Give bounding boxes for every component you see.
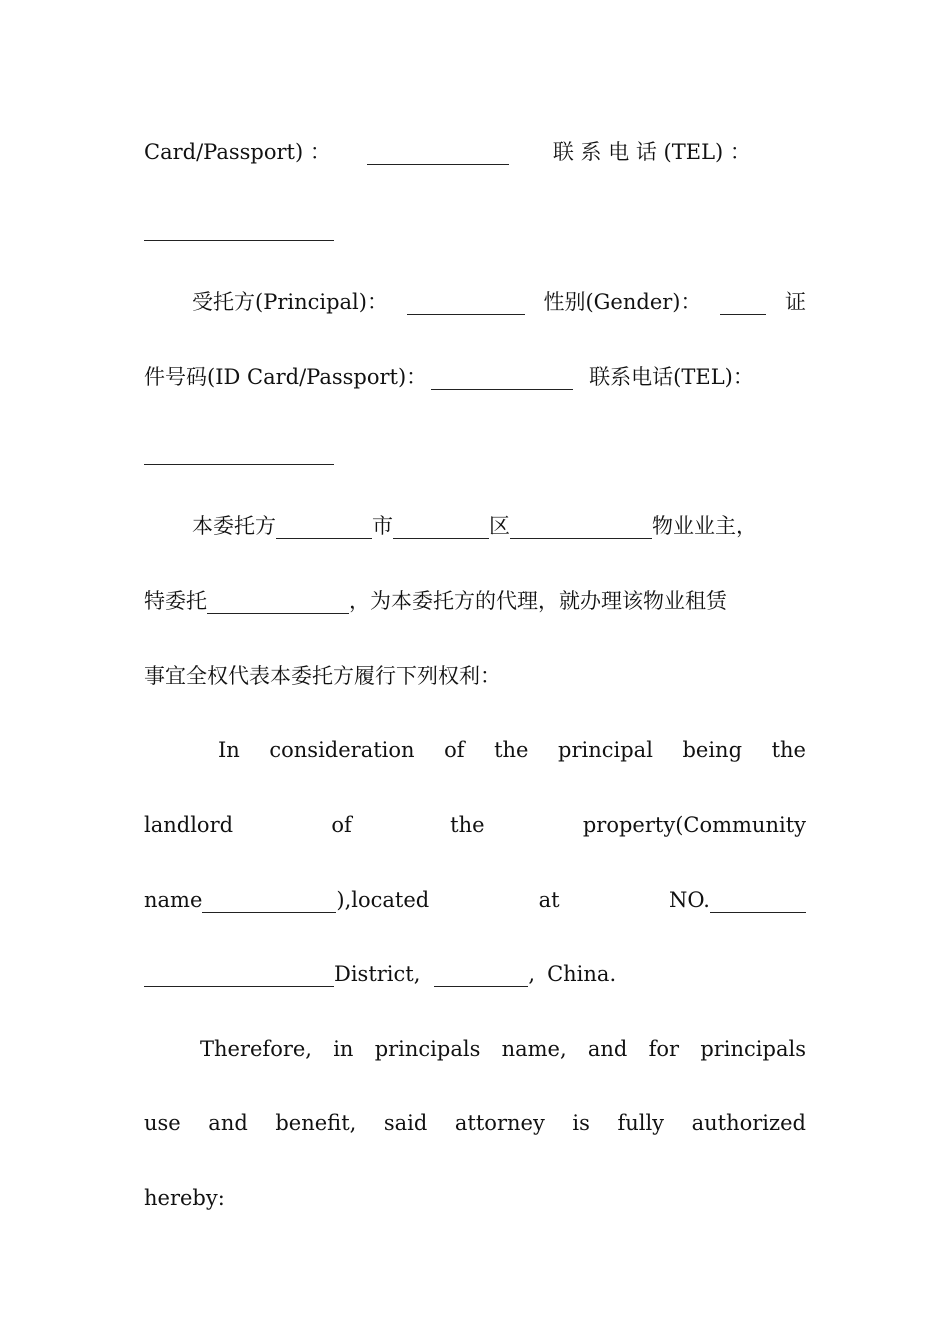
principal-label: 受托方(Principal)： xyxy=(192,290,388,314)
at-label: at xyxy=(538,888,560,912)
district-en-label: District, xyxy=(334,962,421,986)
no-label: NO. xyxy=(668,888,710,912)
line-landlord xyxy=(144,805,806,845)
community-name-blank[interactable] xyxy=(202,888,336,913)
community-name-group xyxy=(144,880,429,920)
line-consideration xyxy=(144,730,806,770)
word: consideration xyxy=(269,738,415,762)
no-blank[interactable] xyxy=(710,888,806,913)
principal-blank[interactable] xyxy=(407,290,525,315)
word: In xyxy=(218,738,240,762)
name-label: name xyxy=(144,888,203,912)
id-number-label: 件号码(ID Card/Passport)： xyxy=(144,365,428,389)
comma: , xyxy=(528,962,536,986)
line-id-card-tel xyxy=(144,132,806,172)
city-blank[interactable] xyxy=(276,514,372,539)
word: and xyxy=(208,1111,248,1135)
word: of xyxy=(444,738,465,762)
word: is xyxy=(572,1111,590,1135)
word: Therefore, xyxy=(200,1037,312,1061)
line-use-benefit xyxy=(144,1103,806,1143)
word: principal xyxy=(558,738,653,762)
owner-suffix: 物业业主， xyxy=(652,514,757,538)
word: principals xyxy=(374,1037,481,1061)
word: authorized xyxy=(691,1111,806,1135)
line-community-name xyxy=(144,880,806,920)
word: name, xyxy=(501,1037,567,1061)
id-card-blank[interactable] xyxy=(367,140,509,165)
word: being xyxy=(682,738,743,762)
entrust-suffix: ，为本委托方的代理，就办理该物业租赁 xyxy=(349,589,727,613)
word: use xyxy=(144,1111,181,1135)
word: property(Community xyxy=(582,813,806,837)
district-label: 区 xyxy=(489,514,510,538)
line-rights xyxy=(144,656,806,696)
word: landlord xyxy=(144,813,234,837)
tel-blank[interactable] xyxy=(144,216,334,241)
tel-label-2: 联系电话(TEL)： xyxy=(589,365,754,389)
tel-label: 联 系 电 话 (TEL) ： xyxy=(552,140,751,164)
id-card-label: Card/Passport) ： xyxy=(144,140,331,164)
line-therefore xyxy=(144,1029,806,1069)
gender-blank[interactable] xyxy=(720,290,766,315)
hereby-text: hereby: xyxy=(144,1186,225,1210)
tel-blank-2[interactable] xyxy=(144,440,334,465)
line-tel-blank-2 xyxy=(144,432,806,472)
word: and xyxy=(587,1037,628,1061)
word: attorney xyxy=(454,1111,545,1135)
owner-prefix: 本委托方 xyxy=(192,514,276,538)
word: the xyxy=(494,738,529,762)
china-label: China. xyxy=(547,962,617,986)
gender-label: 性别(Gender)： xyxy=(543,290,702,314)
line-district-china xyxy=(144,954,806,994)
line-principal xyxy=(144,282,806,322)
no-group xyxy=(669,880,806,920)
word: principals xyxy=(700,1037,806,1061)
rights-text: 事宜全权代表本委托方履行下列权利： xyxy=(144,664,501,688)
word: fully xyxy=(617,1111,665,1135)
word: in xyxy=(333,1037,354,1061)
district-blank[interactable] xyxy=(393,514,489,539)
city-label: 市 xyxy=(372,514,393,538)
line-entrust xyxy=(144,581,806,621)
located-label: ),located xyxy=(336,888,430,912)
address-blank[interactable] xyxy=(144,962,334,987)
property-blank[interactable] xyxy=(510,514,652,539)
entrust-prefix: 特委托 xyxy=(144,589,207,613)
word: the xyxy=(450,813,485,837)
city-en-blank[interactable] xyxy=(434,962,528,987)
id-prefix: 证 xyxy=(784,290,806,314)
agent-blank[interactable] xyxy=(207,589,349,614)
word: of xyxy=(331,813,352,837)
line-tel-blank xyxy=(144,208,806,248)
word: said xyxy=(383,1111,428,1135)
id-number-blank[interactable] xyxy=(431,365,573,390)
word: benefit, xyxy=(275,1111,357,1135)
word: for xyxy=(648,1037,680,1061)
line-id-number-tel xyxy=(144,357,806,397)
line-hereby xyxy=(144,1178,806,1218)
line-owner xyxy=(144,506,806,546)
word: the xyxy=(771,738,806,762)
